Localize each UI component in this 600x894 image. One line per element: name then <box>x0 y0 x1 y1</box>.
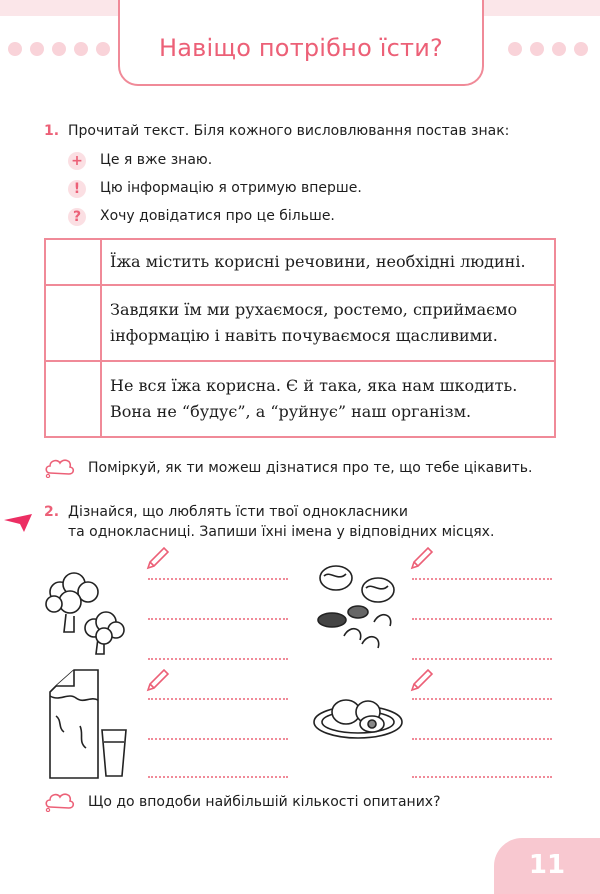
decor-dot <box>8 42 22 56</box>
statements-table <box>44 238 556 438</box>
answer-line[interactable] <box>148 618 288 620</box>
decor-dot <box>30 42 44 56</box>
pencil-icon <box>144 668 170 694</box>
decor-dot <box>552 42 566 56</box>
page-title: Навіщо потрібно їсти? <box>159 34 443 62</box>
answer-line[interactable] <box>148 658 288 660</box>
decor-dot <box>530 42 544 56</box>
mark-cell[interactable] <box>45 285 101 361</box>
page-number: 11 <box>528 850 566 880</box>
answer-line[interactable] <box>148 738 288 740</box>
legend-want-more: Хочу довідатися про це більше. <box>100 208 335 224</box>
mark-cell[interactable] <box>45 239 101 285</box>
statement-text: Не вся їжа корисна. Є й така, яка нам шкодить. Вона не “будує”, а “руйнує” наш організм. <box>101 361 555 437</box>
answer-line[interactable] <box>412 738 552 740</box>
answer-line[interactable] <box>148 776 288 778</box>
pencil-icon <box>144 546 170 572</box>
thought-cloud-icon <box>44 790 76 812</box>
answer-line[interactable] <box>412 618 552 620</box>
mark-cell[interactable] <box>45 361 101 437</box>
answer-line[interactable] <box>148 578 288 580</box>
plus-sign-icon: + <box>68 152 86 170</box>
think-prompt: Поміркуй, як ти можеш дізнатися про те, що тебе цікавить. <box>88 460 533 476</box>
table-row <box>45 239 555 285</box>
answer-line[interactable] <box>148 698 288 700</box>
legend-known: Це я вже знаю. <box>100 152 213 168</box>
task-2-instruction-line2: та однокласниці. Запиши їхні імена у відповідних місцях. <box>68 524 495 540</box>
decor-dot <box>508 42 522 56</box>
answer-line[interactable] <box>412 776 552 778</box>
task-1-instruction: Прочитай текст. Біля кожного висловлювання постав знак: <box>68 123 510 139</box>
answer-line[interactable] <box>412 578 552 580</box>
decor-dot <box>574 42 588 56</box>
statement-text: Завдяки їм ми рухаємося, ростемо, сприймаємо інформацію і навіть почуваємося щасливими. <box>101 285 555 361</box>
answer-line[interactable] <box>412 698 552 700</box>
question-sign-icon: ? <box>68 208 86 226</box>
exclamation-sign-icon: ! <box>68 180 86 198</box>
decor-dot <box>52 42 66 56</box>
milk-icon <box>44 666 136 784</box>
pencil-icon <box>408 668 434 694</box>
question-prompt: Що до вподоби найбільшій кількості опитаних? <box>88 794 441 810</box>
broccoli-icon <box>42 566 130 658</box>
legend-new: Цю інформацію я отримую вперше. <box>100 180 362 196</box>
nuts-icon <box>314 562 400 654</box>
table-row <box>45 361 555 437</box>
pencil-icon <box>408 546 434 572</box>
thought-cloud-icon <box>44 456 76 478</box>
task-2-instruction-line1: Дізнайся, що люблять їсти твої однокласники <box>68 504 408 520</box>
statement-text: Їжа містить корисні речовини, необхідні людині. <box>101 239 555 285</box>
answer-line[interactable] <box>412 658 552 660</box>
eggs-icon <box>310 688 406 744</box>
task-2-number: 2. <box>44 504 60 520</box>
table-row <box>45 285 555 361</box>
decor-dot <box>74 42 88 56</box>
task-1-number: 1. <box>44 123 60 139</box>
decor-dot <box>96 42 110 56</box>
pointer-arrow-icon <box>2 512 34 536</box>
